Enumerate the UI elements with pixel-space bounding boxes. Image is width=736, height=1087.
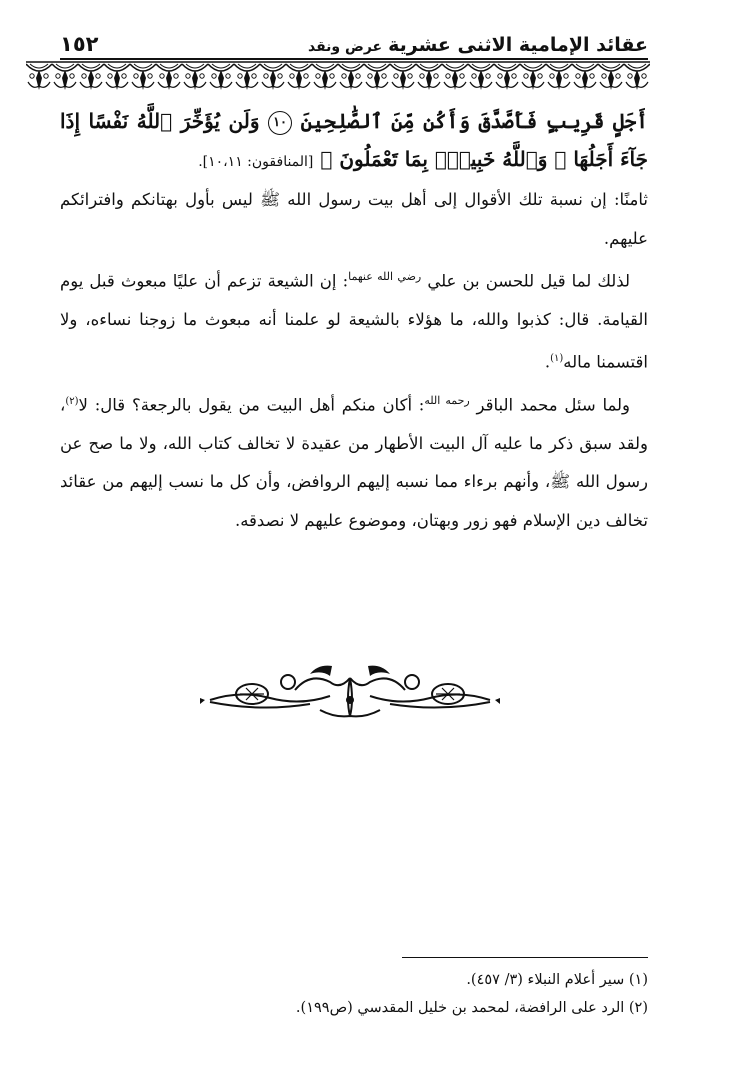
paragraph-1-text: ثامنًا: إن نسبة تلك الأقوال إلى أهل بيت رسول الله ﷺ ليس بأول بهتانكم وافترائكم عليهم. (60, 190, 648, 248)
paragraph-thamina (60, 181, 648, 258)
page-header (60, 28, 648, 56)
header-ornament-band (26, 60, 650, 94)
running-title-main: عقائد الإمامية الاثنى عشرية (388, 34, 648, 56)
paragraph-3-text-b: : أكان منكم أهل البيت من يقول بالرجعة؟ قال: لا (78, 395, 425, 414)
main-content (60, 102, 648, 540)
paragraph-3-text-a: ولما سئل محمد الباقر (476, 395, 631, 414)
paragraph-baqir (60, 382, 648, 541)
end-ornament (200, 660, 500, 722)
paragraph-2-text-a: لذلك لما قيل للحسن بن علي (427, 271, 630, 291)
footnote-1: (١) سير أعلام النبلاء (٣/ ٤٥٧). (466, 972, 648, 988)
running-title (308, 34, 648, 56)
footnotes (60, 966, 648, 1022)
page-number: ١٥٢ (60, 32, 99, 56)
ayah-number-marker: ١٠ (268, 111, 292, 135)
paragraph-hasan (60, 258, 648, 382)
honorific-rahimahullah: رحمه الله (424, 393, 470, 407)
quran-verse (60, 102, 648, 181)
honorific-radiallahu: رضي الله عنهما (348, 270, 422, 283)
paragraph-2-text-b: : إن الشيعة تزعم أن عليًا مبعوث قبل يوم القيامة. قال: كذبوا والله، ما هؤلاء بالشيعة لو علمنا أنه مبعوث ما زوجنا نساءه، ولا اقتسمنا ماله (60, 271, 648, 371)
running-subtitle: عرض ونقد (307, 39, 383, 55)
footnote-ref-2[interactable]: (٢) (65, 395, 79, 407)
quran-line-1: أَجَلٍ قَرِيبٍ فَأَصَّدَّقَ وَأَكُن مِّنَ ٱلصَّٰلِحِينَ (300, 109, 648, 133)
paragraph-3-text-c: ، ولقد سبق ذكر ما عليه آل البيت الأطهار من عقيدة لا تخالف كتاب الله، ولا ما صح عن رسول الله ﷺ، وأنهم برءاء مما نسبه إليهم الروافض، وأن كل ما نسب إليهم من عقائد تخالف دين الإسلام فهو زور وبهتان، وموضوع عليهم لا نصدقه. (60, 395, 648, 530)
footnote-2: (٢) الرد على الرافضة، لمحمد بن خليل المقدسي (ص١٩٩). (295, 1000, 648, 1016)
footnote-ref-1[interactable]: (١) (550, 352, 564, 364)
quran-line-2: وَلَن يُؤَخِّرَ ٱللَّهُ نَفْسًا إِذَا جَآءَ أَجَلُهَا ۚ وَٱللَّهُ خَبِيرٌۢ بِمَا تَعْمَلُونَ ﴾ (60, 109, 648, 171)
footnote-separator (402, 957, 648, 958)
quran-reference: [المنافقون: ١٠،١١]. (198, 154, 314, 170)
paragraph-2-end: . (544, 352, 551, 371)
